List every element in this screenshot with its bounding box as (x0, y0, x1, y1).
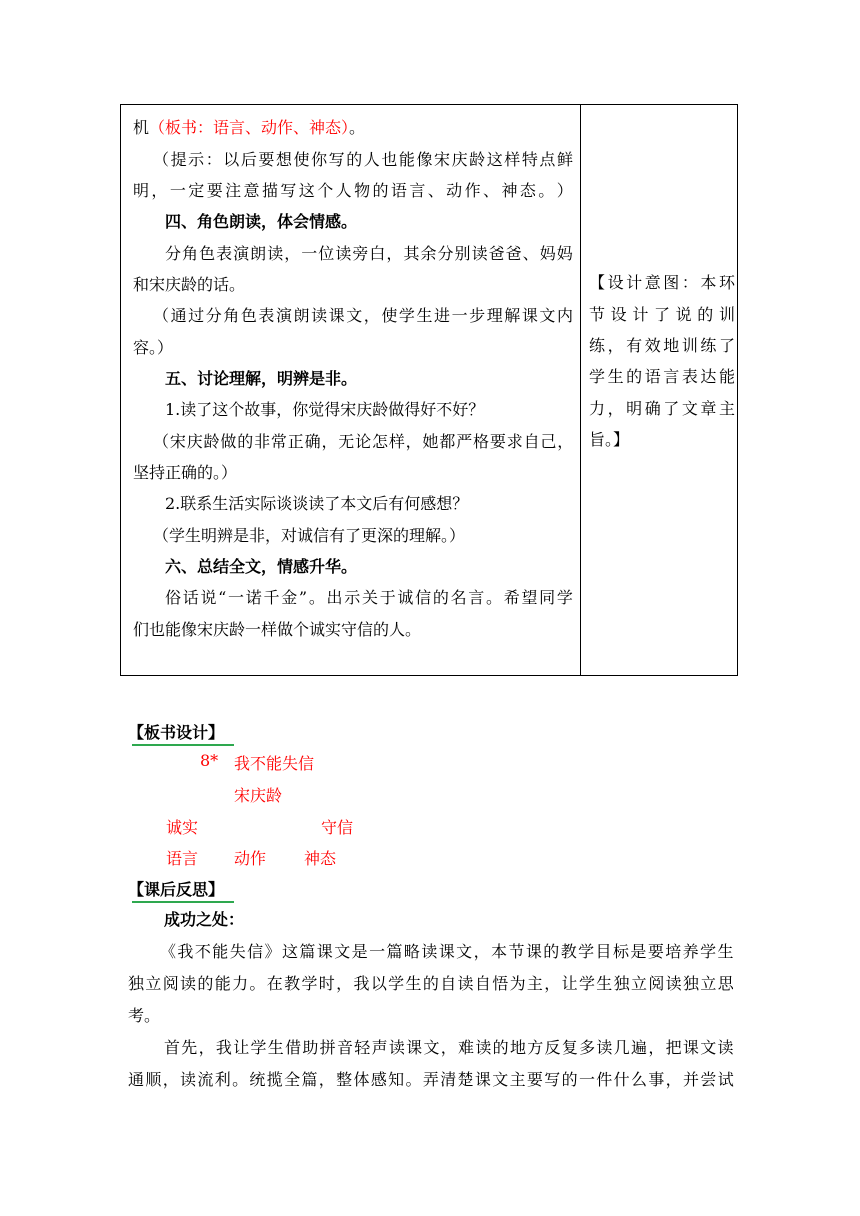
text-line: （学生明辨是非，对诚信有了更深的理解。） (153, 526, 466, 545)
text-line: 容。） (133, 338, 174, 357)
text-line: 分 角 色 表 演 朗 读 ， 一 位 读 旁 白 ， 其 余 分 别 读 爸 爸 、 妈 妈 (165, 244, 573, 263)
text-line: （ 宋 庆 龄 做 的 非 常 正 确 ， 无 论 怎 样 ， 她 都 严 格 要 求 自 己 ， (153, 432, 573, 451)
board-title: 我不能失信 (234, 754, 315, 773)
reflection-line: 考。 (128, 1006, 161, 1025)
intent-line: 【 设 计 意 图 ： 本 环 (589, 273, 735, 292)
section-heading: 五、讨论理解，明辨是非。 (165, 369, 358, 388)
intent-line: 力 ， 明 确 了 文 章 主 (589, 399, 735, 418)
reflection-line: 《 我 不 能 失 信 》 这 篇 课 文 是 一 篇 略 读 课 文 ， 本 节 课 的 教 学 目 标 是 要 培 养 学 生 (160, 942, 734, 961)
board-aspect: 神态 (304, 849, 337, 868)
reflection-heading: 【课后反思】 (128, 877, 224, 900)
heading-underline (132, 901, 234, 903)
text-line: 1.读了这个故事，你觉得宋庆龄做得好不好？ (165, 400, 485, 419)
success-label: 成功之处： (164, 910, 245, 929)
board-aspect: 动作 (234, 849, 267, 868)
section-heading: 六、总结全文，情感升华。 (165, 557, 358, 576)
board-person: 宋庆龄 (234, 786, 283, 805)
text-line: 机（板书：语言、动作、神态）。 (133, 118, 366, 137)
intent-line: 练 ， 有 效 地 训 练 了 (589, 336, 735, 355)
text-line: 2.联系生活实际谈谈读了本文后有何感想？ (165, 494, 469, 513)
reflection-line: 独 立 阅 读 的 能 力 。 在 教 学 时 ， 我 以 学 生 的 自 读 自 悟 为 主 ， 让 学 生 独 立 阅 读 独 立 思 (128, 974, 734, 993)
text-line: 俗 话 说 “ 一 诺 千 金 ” 。 出 示 关 于 诚 信 的 名 言 。 希 望 同 学 (165, 588, 573, 607)
board-design-heading: 【板书设计】 (128, 720, 224, 743)
text-line: （ 通 过 分 角 色 表 演 朗 读 课 文 ， 使 学 生 进 一 步 理 解 课 文 内 (153, 306, 573, 325)
text-line: （ 提 示 ： 以 后 要 想 使 你 写 的 人 也 能 像 宋 庆 龄 这 样 特 点 鲜 (153, 150, 573, 169)
intent-line: 旨。】 (589, 430, 630, 449)
board-aspect: 语言 (166, 849, 199, 868)
board-quality-left: 诚实 (166, 818, 199, 837)
reflection-line: 通 顺 ， 读 流 利 。 统 揽 全 篇 ， 整 体 感 知 。 弄 清 楚 课 文 主 要 写 的 一 件 什 么 事 ， 并 尝 试 (128, 1070, 734, 1089)
section-heading: 四、角色朗读，体会情感。 (165, 212, 358, 231)
text-line: 和宋庆龄的话。 (133, 275, 246, 294)
lesson-number: 8* (200, 751, 219, 770)
reflection-line: 首 先 ， 我 让 学 生 借 助 拼 音 轻 声 读 课 文 ， 难 读 的 地 方 反 复 多 读 几 遍 ， 把 课 文 读 (164, 1038, 734, 1057)
column-divider (580, 105, 581, 675)
heading-underline (132, 744, 234, 746)
lesson-table (120, 104, 738, 676)
board-quality-right: 守信 (321, 818, 354, 837)
text-line: 坚持正确的。） (133, 463, 238, 482)
text-line: 明 ， 一 定 要 注 意 描 写 这 个 人 物 的 语 言 、 动 作 、 神 态 。 ） (133, 181, 573, 200)
intent-line: 学 生 的 语 言 表 达 能 (589, 367, 735, 386)
intent-line: 节 设 计 了 说 的 训 (589, 305, 735, 324)
text-line: 们也能像宋庆龄一样做个诚实守信的人。 (133, 620, 422, 639)
